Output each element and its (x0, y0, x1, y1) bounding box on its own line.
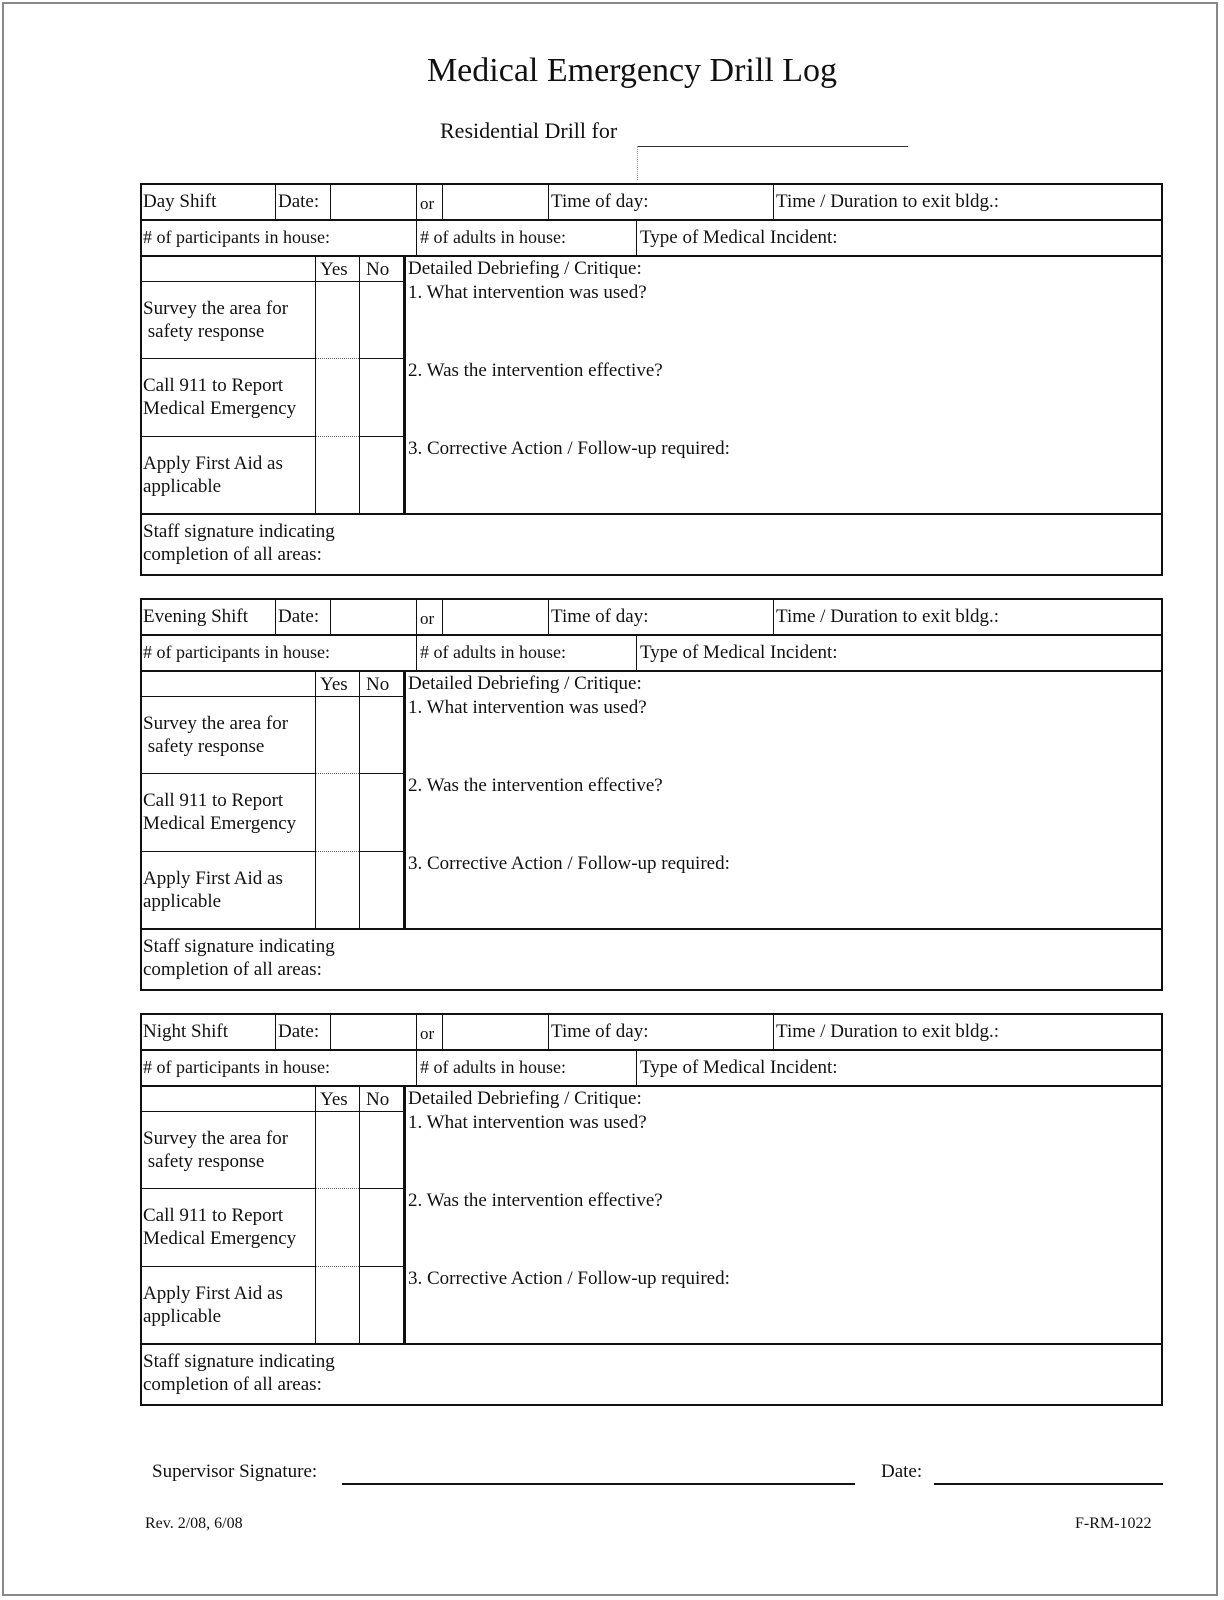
supervisor-signature-field[interactable] (342, 1483, 855, 1485)
drill-for-tick (637, 146, 638, 180)
row-divider (359, 1266, 404, 1267)
dotted-divider (315, 851, 359, 852)
shift-name: Day Shift (143, 191, 217, 212)
col-divider (275, 598, 276, 634)
col-divider (773, 183, 774, 219)
supervisor-signature-label: Supervisor Signature: (152, 1461, 318, 1482)
incident-label: Type of Medical Incident: (640, 227, 838, 248)
task-survey-line2: safety response (143, 736, 265, 757)
shift-name: Evening Shift (143, 606, 249, 627)
row-divider (140, 1049, 1163, 1051)
task-call-line1: Call 911 to Report (143, 1205, 284, 1226)
row-divider (140, 1266, 315, 1267)
yes-header: Yes (320, 674, 348, 695)
col-divider (548, 598, 549, 634)
debrief-heading: Detailed Debriefing / Critique: (408, 258, 642, 279)
row-divider (359, 358, 404, 359)
row-divider (359, 1188, 404, 1189)
date-label: Date: (278, 1021, 320, 1042)
task-firstaid-line1: Apply First Aid as (143, 868, 283, 889)
shift-name: Night Shift (143, 1021, 228, 1042)
col-divider (359, 670, 360, 928)
no-survey-cell[interactable] (361, 1113, 402, 1187)
no-call-cell[interactable] (361, 775, 402, 850)
date-label: Date: (278, 606, 320, 627)
col-divider (442, 183, 443, 219)
col-divider (636, 634, 637, 670)
dotted-divider (315, 358, 359, 359)
task-survey-line1: Survey the area for (143, 1128, 289, 1149)
col-divider (359, 255, 360, 513)
question-2: 2. Was the intervention effective? (408, 775, 663, 796)
row-divider (140, 851, 315, 852)
staff-signature-line1: Staff signature indicating (143, 521, 335, 542)
row-divider (359, 1111, 404, 1112)
col-divider (442, 1013, 443, 1049)
task-firstaid-line1: Apply First Aid as (143, 1283, 283, 1304)
time-of-day-label: Time of day: (551, 191, 649, 212)
row-divider (359, 696, 404, 697)
row-divider (140, 1111, 315, 1112)
no-header: No (366, 259, 390, 280)
drill-for-underline (638, 146, 908, 147)
date-label: Date: (278, 191, 320, 212)
row-divider (140, 1343, 1163, 1345)
incident-label: Type of Medical Incident: (640, 642, 838, 663)
row-divider (359, 436, 404, 437)
no-survey-cell[interactable] (361, 698, 402, 772)
supervisor-date-label: Date: (881, 1461, 923, 1482)
no-call-cell[interactable] (361, 1190, 402, 1265)
time-of-day-label: Time of day: (551, 606, 649, 627)
yes-firstaid-cell[interactable] (317, 1268, 358, 1342)
dotted-divider (315, 1188, 359, 1189)
col-divider (548, 183, 549, 219)
row-divider (140, 513, 1163, 515)
yes-call-cell[interactable] (317, 1190, 358, 1265)
staff-signature-line2: completion of all areas: (143, 544, 322, 565)
col-divider (548, 1013, 549, 1049)
col-divider (330, 1013, 331, 1049)
col-divider (403, 670, 406, 928)
task-firstaid-line2: applicable (143, 1306, 222, 1327)
task-call-line2: Medical Emergency (143, 813, 297, 834)
form-number: F-RM-1022 (1075, 1515, 1152, 1532)
staff-signature-line1: Staff signature indicating (143, 1351, 335, 1372)
col-divider (403, 1085, 406, 1343)
task-survey-line2: safety response (143, 1151, 265, 1172)
yes-header: Yes (320, 1089, 348, 1110)
row-divider (315, 696, 359, 697)
col-divider (442, 598, 443, 634)
task-call-line1: Call 911 to Report (143, 790, 284, 811)
duration-label: Time / Duration to exit bldg.: (776, 191, 1000, 212)
question-3: 3. Corrective Action / Follow-up required: (408, 438, 730, 459)
yes-survey-cell[interactable] (317, 1113, 358, 1187)
col-divider (416, 183, 417, 219)
question-1: 1. What intervention was used? (408, 1112, 647, 1133)
row-divider (140, 773, 315, 774)
yes-firstaid-cell[interactable] (317, 438, 358, 512)
col-divider (359, 1085, 360, 1343)
row-divider (315, 281, 359, 282)
no-header: No (366, 674, 390, 695)
yes-call-cell[interactable] (317, 360, 358, 435)
no-survey-cell[interactable] (361, 283, 402, 357)
no-firstaid-cell[interactable] (361, 438, 402, 512)
supervisor-date-field[interactable] (934, 1483, 1163, 1485)
adults-label: # of adults in house: (420, 227, 566, 247)
staff-signature-line2: completion of all areas: (143, 959, 322, 980)
task-survey-line1: Survey the area for (143, 713, 289, 734)
yes-survey-cell[interactable] (317, 698, 358, 772)
question-1: 1. What intervention was used? (408, 697, 647, 718)
debrief-heading: Detailed Debriefing / Critique: (408, 1088, 642, 1109)
or-label: or (420, 1024, 435, 1043)
task-firstaid-line1: Apply First Aid as (143, 453, 283, 474)
revision-note: Rev. 2/08, 6/08 (145, 1515, 243, 1532)
or-label: or (420, 609, 435, 628)
col-divider (636, 1049, 637, 1085)
staff-signature-line1: Staff signature indicating (143, 936, 335, 957)
col-divider (416, 1049, 417, 1085)
col-divider (416, 598, 417, 634)
participants-label: # of participants in house: (143, 227, 330, 247)
duration-label: Time / Duration to exit bldg.: (776, 1021, 1000, 1042)
no-firstaid-cell[interactable] (361, 853, 402, 927)
dotted-divider (315, 773, 359, 774)
question-2: 2. Was the intervention effective? (408, 360, 663, 381)
row-divider (140, 1085, 1163, 1087)
row-divider (140, 1188, 315, 1189)
participants-label: # of participants in house: (143, 642, 330, 662)
col-divider (330, 183, 331, 219)
staff-signature-line2: completion of all areas: (143, 1374, 322, 1395)
row-divider (140, 219, 1163, 221)
row-divider (140, 255, 1163, 257)
task-firstaid-line2: applicable (143, 476, 222, 497)
task-call-line1: Call 911 to Report (143, 375, 284, 396)
row-divider (140, 696, 315, 697)
col-divider (275, 183, 276, 219)
col-divider (416, 1013, 417, 1049)
no-header: No (366, 1089, 390, 1110)
row-divider (140, 436, 315, 437)
row-divider (140, 358, 315, 359)
adults-label: # of adults in house: (420, 642, 566, 662)
task-call-line2: Medical Emergency (143, 398, 297, 419)
task-firstaid-line2: applicable (143, 891, 222, 912)
row-divider (315, 1111, 359, 1112)
row-divider (359, 851, 404, 852)
col-divider (315, 255, 316, 513)
row-divider (359, 773, 404, 774)
col-divider (403, 255, 406, 513)
adults-label: # of adults in house: (420, 1057, 566, 1077)
question-2: 2. Was the intervention effective? (408, 1190, 663, 1211)
row-divider (140, 928, 1163, 930)
participants-label: # of participants in house: (143, 1057, 330, 1077)
row-divider (140, 281, 315, 282)
yes-header: Yes (320, 259, 348, 280)
question-1: 1. What intervention was used? (408, 282, 647, 303)
or-label: or (420, 194, 435, 213)
no-firstaid-cell[interactable] (361, 1268, 402, 1342)
no-call-cell[interactable] (361, 360, 402, 435)
question-3: 3. Corrective Action / Follow-up required: (408, 1268, 730, 1289)
col-divider (773, 1013, 774, 1049)
incident-label: Type of Medical Incident: (640, 1057, 838, 1078)
row-divider (140, 670, 1163, 672)
row-divider (140, 634, 1163, 636)
col-divider (315, 670, 316, 928)
col-divider (330, 598, 331, 634)
col-divider (416, 219, 417, 255)
col-divider (773, 598, 774, 634)
task-survey-line1: Survey the area for (143, 298, 289, 319)
debrief-heading: Detailed Debriefing / Critique: (408, 673, 642, 694)
yes-call-cell[interactable] (317, 775, 358, 850)
drill-for-label: Residential Drill for (440, 118, 618, 143)
question-3: 3. Corrective Action / Follow-up required: (408, 853, 730, 874)
dotted-divider (315, 1266, 359, 1267)
yes-firstaid-cell[interactable] (317, 853, 358, 927)
task-call-line2: Medical Emergency (143, 1228, 297, 1249)
row-divider (359, 281, 404, 282)
col-divider (315, 1085, 316, 1343)
page-title: Medical Emergency Drill Log (426, 52, 838, 89)
col-divider (636, 219, 637, 255)
yes-survey-cell[interactable] (317, 283, 358, 357)
col-divider (275, 1013, 276, 1049)
duration-label: Time / Duration to exit bldg.: (776, 606, 1000, 627)
col-divider (416, 634, 417, 670)
dotted-divider (315, 436, 359, 437)
task-survey-line2: safety response (143, 321, 265, 342)
time-of-day-label: Time of day: (551, 1021, 649, 1042)
